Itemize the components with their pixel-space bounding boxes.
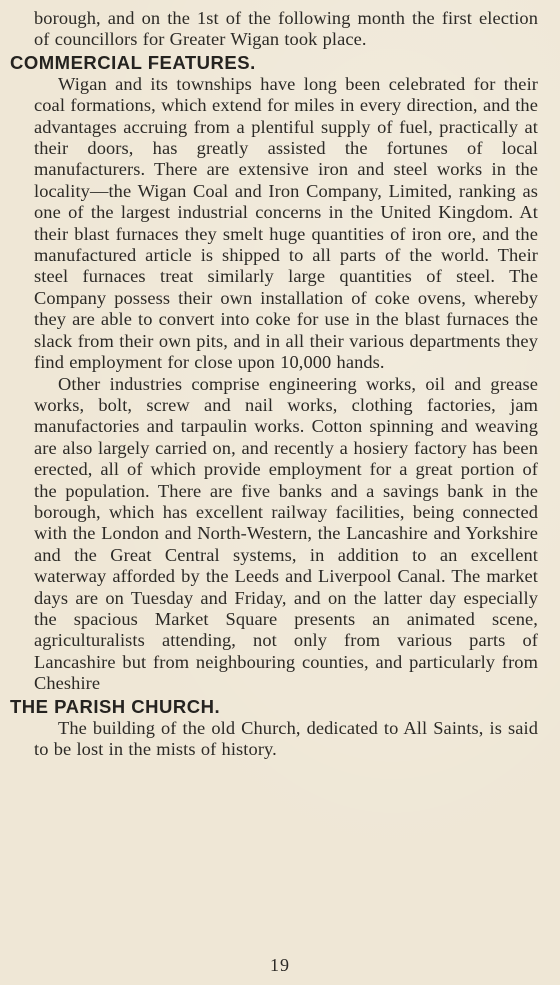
parish-church-paragraph-1: The building of the old Church, dedicated to All Saints, is said to be lost in the mists of history. <box>34 717 538 759</box>
commercial-features-heading: COMMERCIAL FEATURES. <box>10 51 256 73</box>
opening-paragraph: borough, and on the 1st of the following month the first election of councillors for Greater Wigan took place. <box>34 8 538 50</box>
commercial-paragraph-2: Other industries comprise engineering works, oil and grease works, bolt, screw and nail works, clothing factories, jam manufactories and tarpaulin works. Cotton spinning and weaving are also largely carried on, and recently a hosiery factory has been erected, all of which provide employment for a great portion of the population. There are five banks and a savings bank in the borough, which has excellent railway facilities, being connected with the London and North-Western, the Lancashire and Yorkshire and the Great Central systems, in addition to an excellent waterway afforded by the Leeds and Liverpool Canal. The market days are on Tuesday and Friday, and on the latter day especially the spacious Market Square presents an animated scene, agriculturalists attending, not only from various parts of Lancashire but from neighbouring counties, and particularly from Cheshire <box>34 373 538 694</box>
parish-church-heading: THE PARISH CHURCH. <box>10 695 221 717</box>
page-number: 19 <box>270 955 290 975</box>
commercial-paragraph-1: Wigan and its townships have long been celebrated for their coal formations, which extend for miles in every direction, and the advantages accruing from a plentiful supply of fuel, practically at their doors, has greatly assisted the fortunes of local manufacturers. There are extensive iron and steel works in the locality—the Wigan Coal and Iron Company, Limited, ranking as one of the largest industrial concerns in the United Kingdom. At their blast furnaces they smelt huge quantities of iron ore, and the manufactured article is shipped to all parts of the world. Their steel furnaces treat similarly large quantities of steel. The Company possess their own installation of coke ovens, whereby they are able to convert into coke for use in the blast furnaces the slack from their own pits, and in all their various departments they find employment for close upon 10,000 hands. <box>34 73 538 373</box>
